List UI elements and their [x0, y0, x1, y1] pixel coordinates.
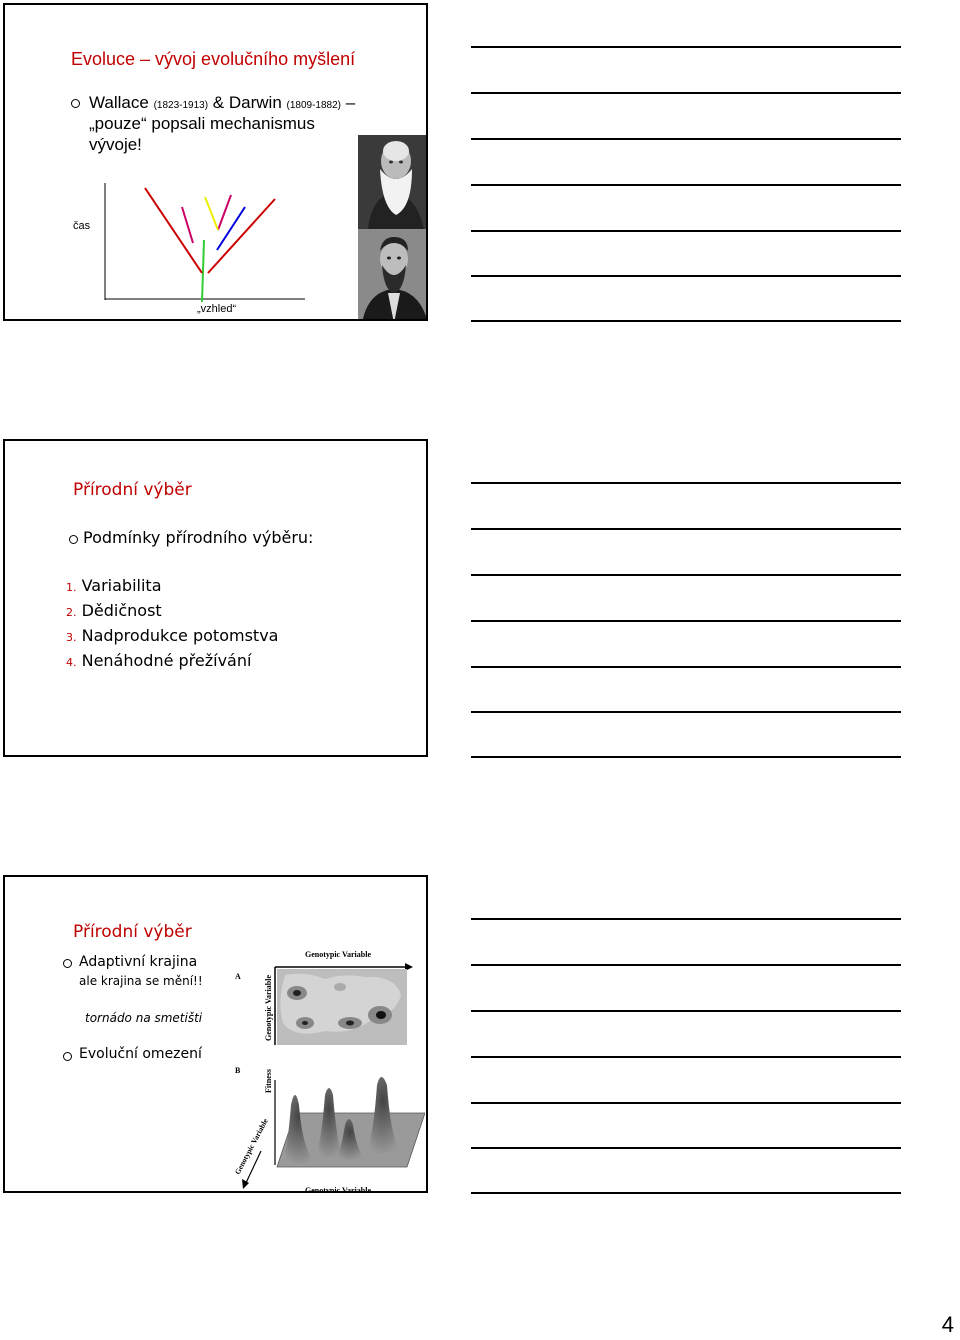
note-line	[471, 574, 901, 576]
italic-note: tornádo na smetišti	[85, 1011, 203, 1025]
note-line	[471, 184, 901, 186]
note-line	[471, 666, 901, 668]
diagonal-axis-arrow	[242, 1179, 249, 1189]
wallace-portrait-drawing	[358, 229, 428, 321]
note-line	[471, 528, 901, 530]
note-line	[471, 711, 901, 713]
note-line	[471, 964, 901, 966]
panel-a-label: A	[235, 972, 241, 981]
note-line	[471, 1102, 901, 1104]
list-item	[66, 651, 251, 670]
bullet-icon	[63, 1052, 72, 1061]
slide-1	[3, 3, 428, 321]
list-text: Variabilita	[81, 576, 162, 595]
panel-a-axis-label: Genotypic Variable	[264, 974, 273, 1041]
sub-text: ale krajina se mění!!	[79, 974, 203, 988]
list-item	[66, 601, 162, 620]
diagram-ylabel: čas	[73, 220, 91, 232]
note-line	[471, 482, 901, 484]
note-line	[471, 230, 901, 232]
top-axis-label: Genotypic Variable	[305, 950, 372, 959]
diagonal-axis-label: Genotypic Variable	[232, 1117, 270, 1176]
list-text: Nadprodukce potomstva	[81, 626, 279, 645]
slide-title: Přírodní výběr	[73, 480, 192, 500]
bullet-text-1: Adaptivní krajina	[79, 954, 198, 970]
ampersand: &	[212, 93, 225, 112]
darwin-portrait	[358, 135, 428, 229]
panel-b-label: B	[235, 1066, 241, 1075]
bullet-icon	[63, 959, 72, 968]
slide-title: Přírodní výběr	[73, 922, 192, 942]
wallace-portrait	[358, 229, 428, 321]
list-text: Dědičnost	[81, 601, 162, 620]
branch-red-1	[145, 188, 202, 273]
bullet-icon	[69, 535, 78, 544]
bullet-line-3: vývoje!	[89, 135, 142, 154]
branch-yellow	[205, 197, 218, 230]
note-line	[471, 275, 901, 277]
note-line	[471, 620, 901, 622]
diagram-xlabel: „vzhled“	[197, 303, 237, 315]
note-line	[471, 1147, 901, 1149]
list-text: Nenáhodné přežívání	[81, 651, 252, 670]
branch-blue	[217, 207, 245, 250]
slide-title: Evoluce – vývoj evolučního myšlení	[71, 49, 356, 69]
adaptive-landscape-figure	[225, 945, 425, 1193]
list-number: 2.	[66, 606, 77, 619]
darwin-name: Darwin	[228, 93, 282, 112]
dash: –	[345, 93, 356, 112]
bullet-text: Podmínky přírodního výběru:	[83, 528, 314, 547]
branch-magenta-2	[218, 195, 231, 230]
contour-peak	[334, 983, 346, 991]
list-number: 1.	[66, 581, 77, 594]
bottom-axis-label: Genotypic Variable	[305, 1186, 372, 1195]
list-number: 4.	[66, 656, 77, 669]
fitness-label: Fitness	[264, 1069, 273, 1093]
list-item	[66, 576, 162, 595]
note-line	[471, 1010, 901, 1012]
contour-peak-center	[376, 1011, 386, 1019]
list-item	[66, 626, 278, 645]
note-line	[471, 138, 901, 140]
note-line	[471, 918, 901, 920]
bullet-text-2: Evoluční omezení	[79, 1046, 202, 1062]
note-line	[471, 756, 901, 758]
note-line	[471, 1192, 901, 1194]
slide-2	[3, 439, 428, 757]
note-line	[471, 320, 901, 322]
contour-peak-center	[302, 1021, 308, 1025]
wallace-years: (1823-1913)	[153, 100, 209, 111]
note-line	[471, 92, 901, 94]
darwin-years: (1809-1882)	[286, 100, 341, 111]
branch-red-2	[208, 199, 275, 273]
note-line	[471, 46, 901, 48]
branch-magenta-1	[182, 207, 193, 243]
bullet-line-2: „pouze“ popsali mechanismus	[89, 114, 315, 133]
slide-3	[3, 875, 428, 1193]
darwin-portrait-drawing	[358, 135, 428, 229]
contour-peak-center	[293, 990, 301, 996]
page-number: 4	[941, 1312, 954, 1337]
list-number: 3.	[66, 631, 77, 644]
branch-green	[202, 240, 204, 302]
note-line	[471, 1056, 901, 1058]
wallace-name: Wallace	[89, 93, 149, 112]
contour-peak-center	[346, 1021, 354, 1026]
